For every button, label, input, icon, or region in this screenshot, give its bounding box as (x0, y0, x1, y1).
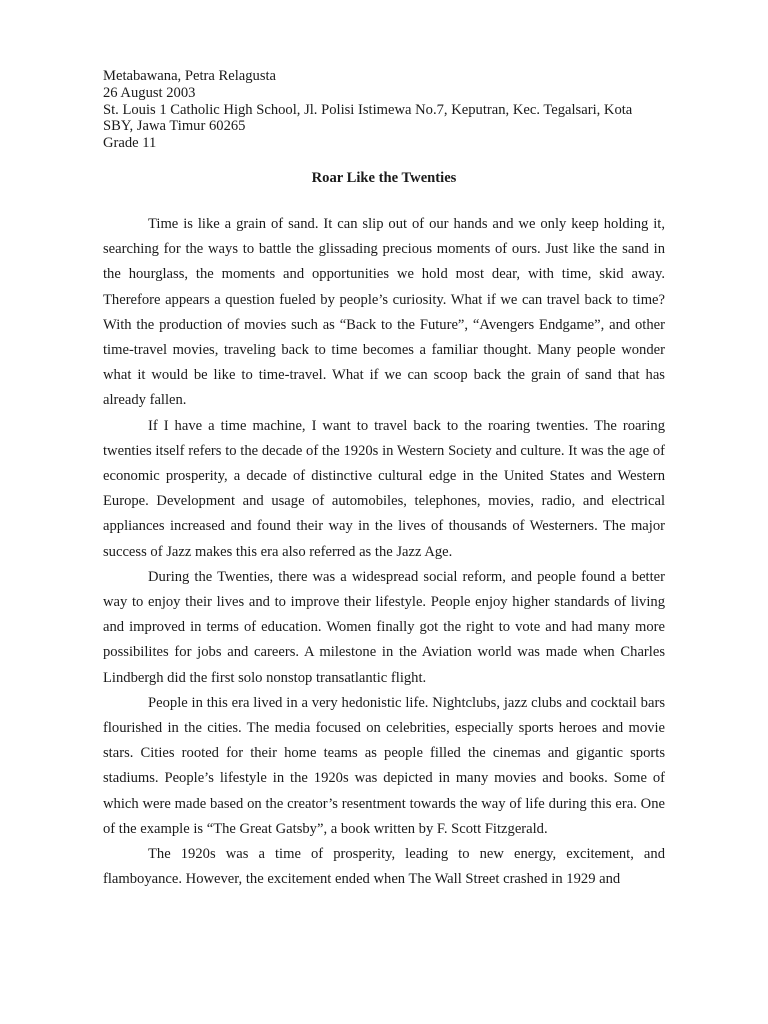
essay-body (103, 212, 665, 892)
school-address: St. Louis 1 Catholic High School, Jl. Polisi Istimewa No.7, Keputran, Kec. Tegalsari, Kota SBY, Jawa Timur 60265 (103, 101, 633, 135)
essay-title: Roar Like the Twenties (311, 169, 457, 186)
document-page (103, 68, 665, 892)
author-name: Metabawana, Petra Relagusta (103, 68, 277, 84)
paragraph-2: If I have a time machine, I want to travel back to the roaring twenties. The roaring twenties itself refers to the decade of the 1920s in Western Society and culture. It was the age of economic prosperity, a decade of distinctive cultural edge in the United States and Western Europe. Development and usage of automobiles, telephones, movies, radio, and electrical appliances increased and found their way in the lives of thousands of Westerners. The major success of Jazz makes this era also referred as the Jazz Age. (103, 417, 665, 560)
author-header (103, 68, 665, 152)
grade-level: Grade 11 (103, 135, 157, 152)
paragraph-1: Time is like a grain of sand. It can slip out of our hands and we only keep holding it, searching for the ways to battle the glissading precious moments of ours. Just like the sand in the hourglass, the moments and opportunities we hold most dear, with time, skid away. Therefore appears a question fueled by people’s curiosity. What if we can travel back to time? With the production of movies such as “Back to the Future”, “Avengers Endgame”, and other time-travel movies, traveling back to time becomes a familiar thought. Many people wonder what it would be like to time-travel. What if we can scoop back the grain of sand that has already fallen. (103, 215, 665, 409)
paragraph-5: The 1920s was a time of prosperity, leading to new energy, excitement, and flamboyance. However, the excitement ended when The Wall Street crashed in 1929 and (103, 846, 665, 888)
paragraph-4: People in this era lived in a very hedonistic life. Nightclubs, jazz clubs and cocktail bars flourished in the cities. The media focused on celebrities, especially sports heroes and movie stars. Cities rooted for their home teams as people filled the cinemas and gigantic sports stadiums. People’s lifestyle in the 1920s was depicted in many movies and books. Some of which were made based on the creator’s resentment towards the way of life during this era. One of the example is “The Great Gatsby”, a book written by F. Scott Fitzgerald. (103, 694, 665, 837)
author-date: 26 August 2003 (103, 84, 196, 101)
paragraph-3: During the Twenties, there was a widespread social reform, and people found a better way to enjoy their lives and to improve their lifestyle. People enjoy higher standards of living and improved in terms of education. Women finally got the right to vote and had many more possibilites for jobs and careers. A milestone in the Aviation world was made when Charles Lindbergh did the first solo nonstop transatlantic flight. (103, 568, 665, 686)
